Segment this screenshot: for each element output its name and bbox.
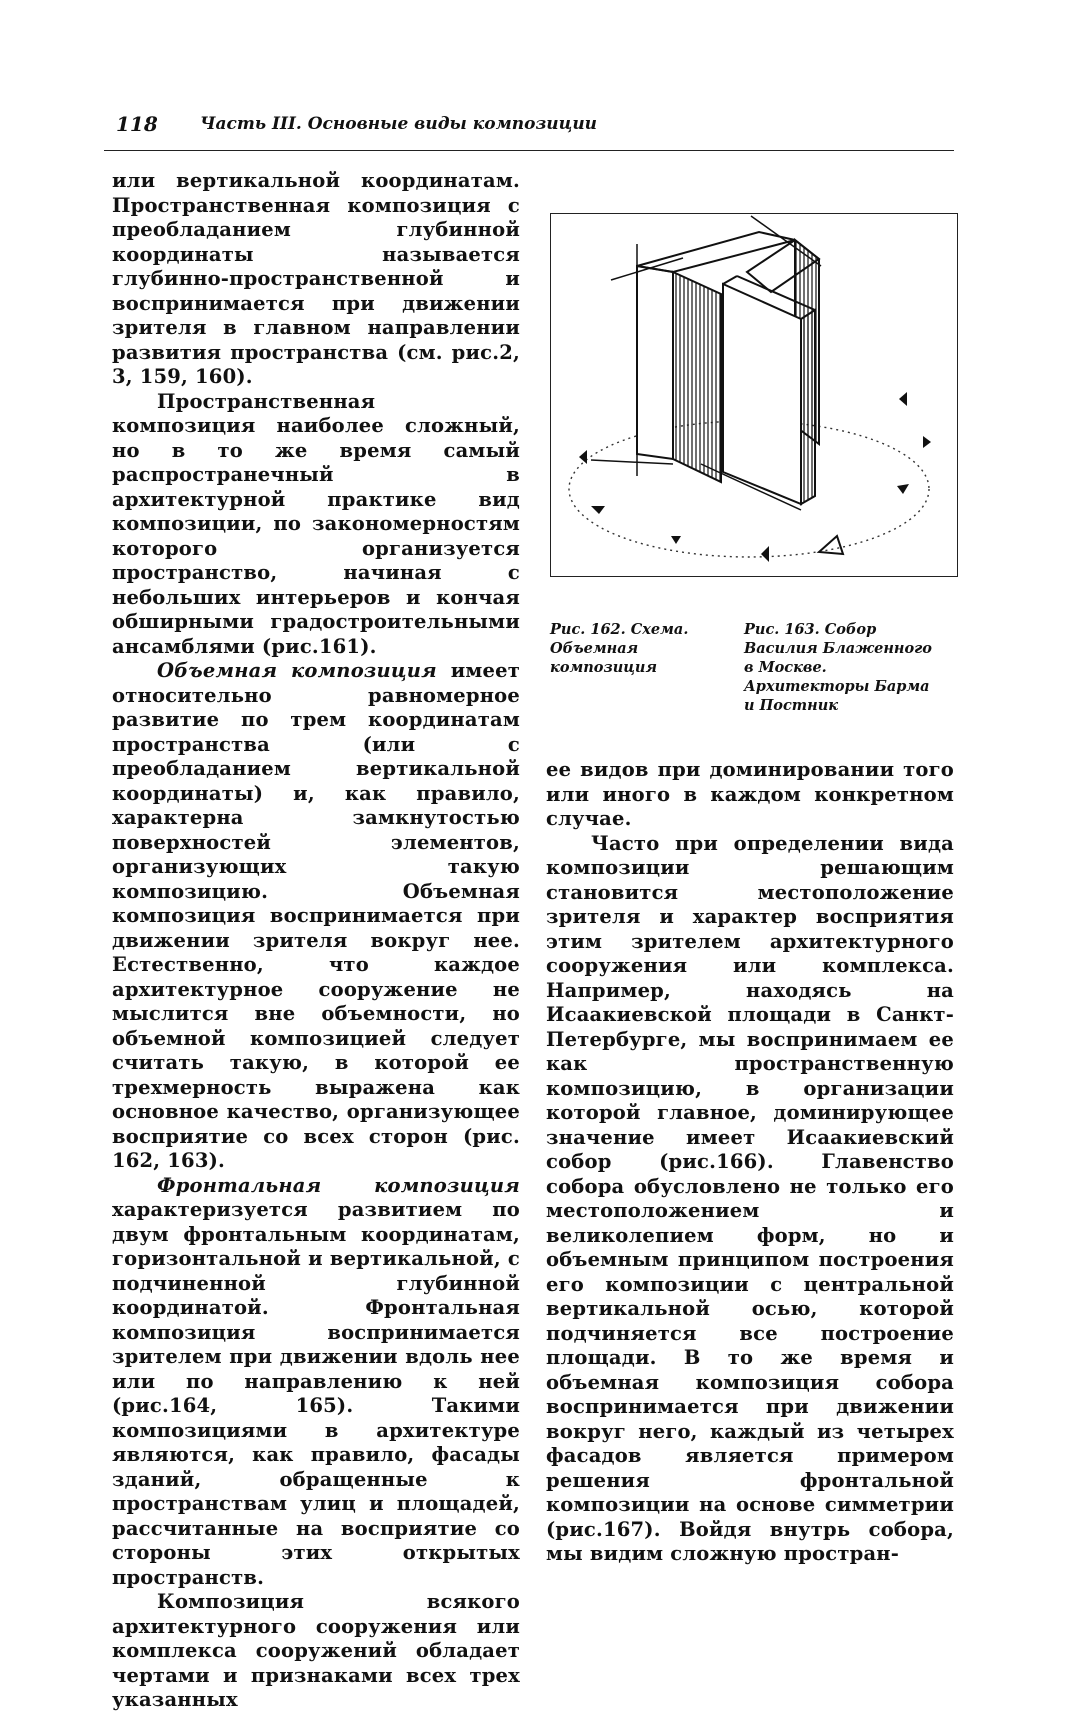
left-paragraph-3-text: имеет относительно равномерное развитие по трем координатам пространства (или с преобладанием вертикальной координаты) и, как правило, характерна замкнутостью поверхностей элементов, организующих такую композицию. Объемная композиция воспринимается при движении зрителя вокруг нее. Естественно, что каждое архитектурное сооружение не мыслится вне объемности, но объемной композицией следует считать такую, в которой ее трехмерность выражена как основное качество, организующее восприятие со всех сторон (рис. 162, 163). xyxy=(112,659,520,1172)
right-column xyxy=(546,758,954,1567)
slab-front-side xyxy=(801,310,815,504)
right-paragraph-1: ее видов при доминировании того или иного в каждом конкретном случае. xyxy=(546,758,954,830)
term-volumetric: Объемная композиция xyxy=(157,659,437,682)
caption-figure-163: Рис. 163. Собор Василия Блаженного в Москве. Архитекторы Барма и Постник xyxy=(744,621,932,714)
figure-162-frame xyxy=(550,213,958,577)
slab-back-side xyxy=(673,272,721,482)
left-paragraph-3 xyxy=(112,659,520,1174)
slab-front-face xyxy=(723,284,801,504)
page-number: 118 xyxy=(116,112,158,136)
left-paragraph-2: Пространственная композиция наиболее сложный, но в то же время самый распространечный в архитектурной практике вид композиции, по закономерностям которого организуется пространство, начиная с небольших интерьеров и кончая обширными градостроительными ансамблями (рис.161). xyxy=(112,389,520,658)
left-paragraph-1: или вертикальной координатам. Пространственная композиция с преобладанием глубинной координаты называется глубинно-пространственной и воспринимается при движении зрителя в главном направлении развития пространства (см. рис.2, 3, 159, 160). xyxy=(112,169,520,388)
left-paragraph-5: Композиция всякого архитектурного сооружения или комплекса сооружений обладает чертами и признаками всех трех указанных xyxy=(112,1590,520,1711)
volumetric-composition-diagram xyxy=(551,214,956,575)
term-frontal: Фронтальная композиция xyxy=(157,1173,520,1197)
viewer-icon xyxy=(819,536,843,554)
left-paragraph-4-text: характеризуется развитием по двум фронтальным координатам, горизонтальной и вертикальной, с подчиненной глубинной координатой. Фронтальная композиция воспринимается зрителем при движении вдоль нее или по направлению к ней (рис.164, 165). Такими композициями в архитектуре являются, как правило, фасады зданий, обращенные к пространствам улиц и площадей, рассчитанные на восприятие со стороны этих открытых пространств. xyxy=(112,1198,520,1589)
left-column xyxy=(112,169,520,1713)
right-paragraph-2: Часто при определении вида композиции решающим становится местоположение зрителя и характер восприятия этим зрителем архитектурного сооружения или комплекса. Например, находясь на Исаакиевской площади в Санкт-Петербурге, мы воспринимаем ее как пространственную композицию, в организации которой главное, доминирующее значение имеет Исаакиевский собор (рис.166). Главенство собора обусловлено не только его местоположением и великолепием форм, но и объемным принципом построения его композиции с центральной вертикальной осью, которой подчиняется все построение площади. В то же время и объемная композиция собора воспринимается при движении вокруг него, каждый из четырех фасадов является примером решения фронтальной композиции на основе симметрии (рис.167). Войдя внутрь собора, мы видим сложную простран- xyxy=(546,831,954,1565)
slab-back-front xyxy=(637,266,673,459)
left-paragraph-4 xyxy=(112,1174,520,1591)
page-header xyxy=(104,112,954,151)
slab-back-top xyxy=(637,232,795,272)
running-title: Часть III. Основные виды композиции xyxy=(200,114,598,134)
caption-figure-162: Рис. 162. Схема. Объемная композиция xyxy=(550,621,689,676)
